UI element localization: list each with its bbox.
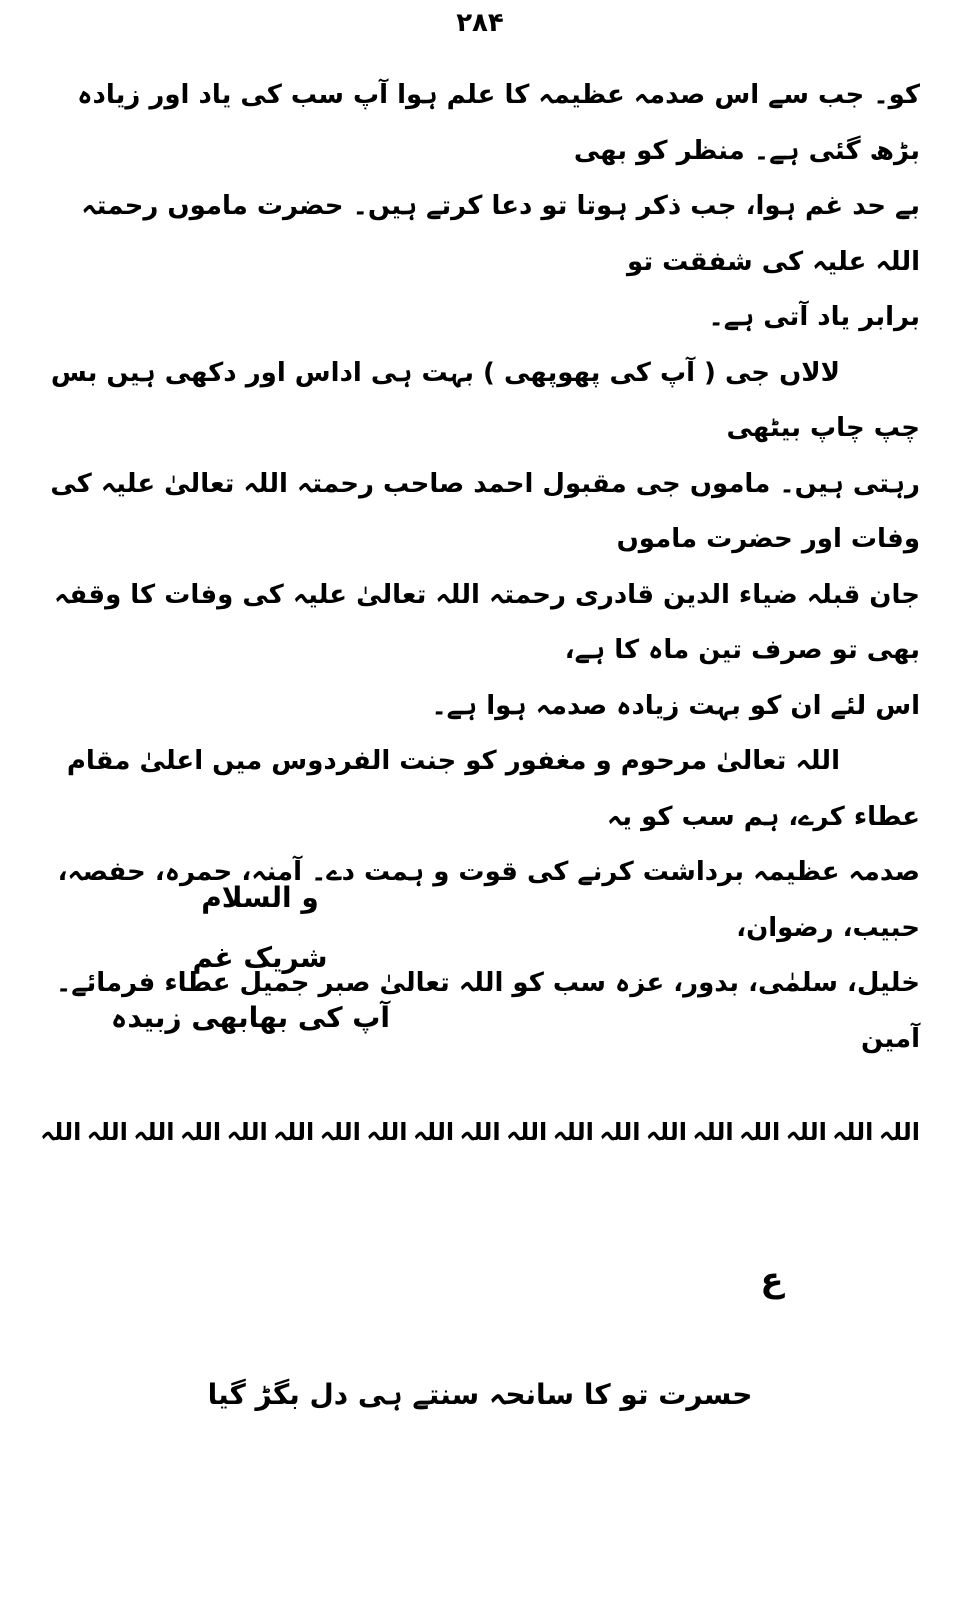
ornament-divider: [40, 1102, 920, 1162]
ornament-allah-mark: اللہ: [86, 1118, 128, 1146]
ornament-allah-mark: اللہ: [366, 1118, 408, 1146]
closing-signature: آپ کی بھابھی زبیدہ: [110, 1001, 390, 1034]
ornament-allah-mark: اللہ: [739, 1118, 781, 1146]
paragraph-1-line-2: بے حد غم ہوا، جب ذکر ہوتا تو دعا کرتے ہیں۔ حضرت ماموں رحمتہ اللہ علیہ کی شفقت تو: [81, 191, 920, 277]
ornament-allah-mark: اللہ: [832, 1118, 874, 1146]
paragraph-3-line-3: خلیل، سلمٰی، بدور، عزہ سب کو اللہ تعالیٰ صبر جمیل عطاء فرمائے۔ آمین: [55, 968, 920, 1054]
verse-line: حسرت تو کا سانحہ سنتے ہی دل بگڑ گیا: [207, 1378, 753, 1411]
ornament-allah-mark: اللہ: [273, 1118, 315, 1146]
ornament-allah-mark: اللہ: [599, 1118, 641, 1146]
paragraph-2-line-3: جان قبلہ ضیاء الدین قادری رحمتہ اللہ تعالیٰ علیہ کی وفات کا وقفہ بھی تو صرف تین ماہ کا ہے،: [54, 579, 920, 665]
verse-mark: ع: [760, 1260, 784, 1300]
paragraph-1-line-1: کو۔ جب سے اس صدمہ عظیمہ کا علم ہوا آپ سب کی یاد اور زیادہ بڑھ گئی ہے۔ منظر کو بھی: [77, 80, 920, 166]
paragraph-2-line-2: رہتی ہیں۔ ماموں جی مقبول احمد صاحب رحمتہ اللہ تعالیٰ علیہ کی وفات اور حضرت ماموں: [50, 468, 920, 554]
ornament-allah-mark: اللہ: [133, 1118, 175, 1146]
ornament-allah-mark: اللہ: [40, 1118, 82, 1146]
ornament-allah-mark: اللہ: [319, 1118, 361, 1146]
ornament-allah-mark: اللہ: [645, 1118, 688, 1146]
ornament-allah-mark: اللہ: [878, 1118, 920, 1146]
page-number: ۲۸۴: [456, 8, 504, 38]
ornament-allah-mark: اللہ: [226, 1118, 268, 1146]
ornament-allah-mark: اللہ: [179, 1118, 222, 1146]
ornament-allah-mark: اللہ: [412, 1118, 455, 1146]
ornament-allah-mark: اللہ: [785, 1118, 827, 1146]
ornament-allah-mark: اللہ: [552, 1118, 594, 1146]
paragraph-1-line-3: برابر یاد آتی ہے۔: [708, 302, 920, 332]
closing-sharik-gham: شریک غم: [192, 941, 328, 974]
letter-closing: [110, 868, 390, 1048]
paragraph-2-line-1: لالاں جی ( آپ کی پھوپھی ) بہت ہی اداس اور دکھی ہیں بس چپ چاپ بیٹھی: [50, 357, 920, 443]
ornament-allah-mark: اللہ: [459, 1118, 501, 1146]
paragraph-2-line-4: اس لئے ان کو بہت زیادہ صدمہ ہوا ہے۔: [431, 690, 920, 721]
paragraph-3-line-2: صدمہ عظیمہ برداشت کرنے کی قوت و ہمت دے۔ آمنہ، حمرہ، حفصہ، حبیب، رضوان،: [57, 857, 920, 943]
ornament-allah-mark: اللہ: [506, 1118, 548, 1146]
ornament-allah-mark: اللہ: [692, 1118, 734, 1146]
paragraph-3-line-1: اللہ تعالیٰ مرحوم و مغفور کو جنت الفردوس میں اعلیٰ مقام عطاء کرے، ہم سب کو یہ: [66, 746, 920, 832]
closing-salutation: و السلام: [201, 881, 319, 914]
